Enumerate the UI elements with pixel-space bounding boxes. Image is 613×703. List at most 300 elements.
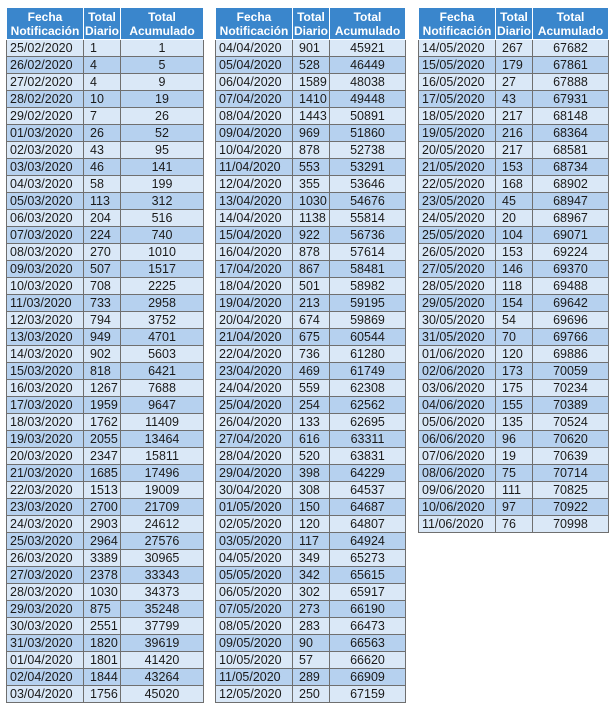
cell-total-diario: 342	[293, 567, 330, 584]
table-row	[419, 91, 609, 108]
cell-total-acumulado: 64687	[330, 499, 406, 516]
cell-total-acumulado: 740	[121, 227, 204, 244]
cell-total-diario: 1801	[84, 652, 121, 669]
cell-total-acumulado: 55814	[330, 210, 406, 227]
cell-fecha: 25/02/2020	[7, 40, 84, 57]
cell-total-acumulado: 65273	[330, 550, 406, 567]
cell-total-acumulado: 53291	[330, 159, 406, 176]
cell-fecha: 19/03/2020	[7, 431, 84, 448]
cell-fecha: 27/04/2020	[216, 431, 293, 448]
cell-fecha: 08/05/2020	[216, 618, 293, 635]
cell-fecha: 10/06/2020	[419, 499, 496, 516]
cell-total-acumulado: 64924	[330, 533, 406, 550]
cell-fecha: 02/06/2020	[419, 363, 496, 380]
cell-total-diario: 254	[293, 397, 330, 414]
table-row	[419, 40, 609, 57]
cell-total-acumulado: 69766	[533, 329, 609, 346]
cell-total-acumulado: 53646	[330, 176, 406, 193]
cell-total-diario: 45	[496, 193, 533, 210]
table-row	[216, 669, 406, 686]
cell-fecha: 26/05/2020	[419, 244, 496, 261]
cell-total-diario: 501	[293, 278, 330, 295]
cell-total-acumulado: 62308	[330, 380, 406, 397]
cell-fecha: 07/03/2020	[7, 227, 84, 244]
table-row	[419, 108, 609, 125]
cell-total-diario: 1685	[84, 465, 121, 482]
cell-fecha: 10/04/2020	[216, 142, 293, 159]
cell-fecha: 29/05/2020	[419, 295, 496, 312]
cell-total-acumulado: 9	[121, 74, 204, 91]
cell-total-acumulado: 43264	[121, 669, 204, 686]
table-row	[419, 346, 609, 363]
header-row	[216, 8, 406, 40]
cell-total-diario: 58	[84, 176, 121, 193]
cell-fecha: 24/03/2020	[7, 516, 84, 533]
cell-total-acumulado: 46449	[330, 57, 406, 74]
cell-fecha: 05/05/2020	[216, 567, 293, 584]
cell-total-diario: 818	[84, 363, 121, 380]
cell-total-diario: 1443	[293, 108, 330, 125]
cell-total-acumulado: 199	[121, 176, 204, 193]
cell-fecha: 16/04/2020	[216, 244, 293, 261]
table-row	[7, 618, 204, 635]
cell-fecha: 27/03/2020	[7, 567, 84, 584]
cell-total-diario: 1844	[84, 669, 121, 686]
table-row	[7, 74, 204, 91]
cell-fecha: 26/04/2020	[216, 414, 293, 431]
cell-total-diario: 1513	[84, 482, 121, 499]
table-row	[7, 329, 204, 346]
cell-total-acumulado: 69886	[533, 346, 609, 363]
table-row	[7, 516, 204, 533]
cell-fecha: 29/04/2020	[216, 465, 293, 482]
cell-fecha: 28/05/2020	[419, 278, 496, 295]
table-row	[7, 499, 204, 516]
cell-total-diario: 1589	[293, 74, 330, 91]
table-row	[419, 465, 609, 482]
cell-fecha: 09/05/2020	[216, 635, 293, 652]
cell-total-diario: 7	[84, 108, 121, 125]
cell-total-diario: 2964	[84, 533, 121, 550]
cell-total-acumulado: 70825	[533, 482, 609, 499]
table-row	[419, 57, 609, 74]
table-row	[216, 40, 406, 57]
cell-fecha: 14/04/2020	[216, 210, 293, 227]
cell-total-acumulado: 15811	[121, 448, 204, 465]
cell-fecha: 23/03/2020	[7, 499, 84, 516]
cell-fecha: 14/05/2020	[419, 40, 496, 57]
cell-total-acumulado: 69071	[533, 227, 609, 244]
cell-total-diario: 733	[84, 295, 121, 312]
cell-fecha: 13/04/2020	[216, 193, 293, 210]
cell-total-acumulado: 67888	[533, 74, 609, 91]
cell-fecha: 17/04/2020	[216, 261, 293, 278]
table-row	[216, 635, 406, 652]
cell-total-diario: 283	[293, 618, 330, 635]
cell-total-acumulado: 69488	[533, 278, 609, 295]
table-row	[419, 448, 609, 465]
cell-fecha: 02/05/2020	[216, 516, 293, 533]
table-row	[216, 584, 406, 601]
cell-total-diario: 76	[496, 516, 533, 533]
cell-total-acumulado: 65917	[330, 584, 406, 601]
table-row	[419, 414, 609, 431]
cell-fecha: 02/04/2020	[7, 669, 84, 686]
cell-total-acumulado: 45921	[330, 40, 406, 57]
cell-fecha: 30/05/2020	[419, 312, 496, 329]
table-row	[419, 125, 609, 142]
cell-total-acumulado: 9647	[121, 397, 204, 414]
table-row	[7, 210, 204, 227]
cell-total-diario: 270	[84, 244, 121, 261]
cell-fecha: 17/05/2020	[419, 91, 496, 108]
cell-total-diario: 70	[496, 329, 533, 346]
cell-total-acumulado: 70998	[533, 516, 609, 533]
header-total-diario: Total Diario	[84, 9, 119, 38]
data-table-1	[6, 7, 204, 703]
cell-total-acumulado: 69696	[533, 312, 609, 329]
cell-total-diario: 2551	[84, 618, 121, 635]
cell-total-diario: 1	[84, 40, 121, 57]
table-row	[419, 261, 609, 278]
cell-fecha: 25/04/2020	[216, 397, 293, 414]
cell-total-acumulado: 26	[121, 108, 204, 125]
cell-fecha: 22/04/2020	[216, 346, 293, 363]
cell-fecha: 10/03/2020	[7, 278, 84, 295]
table-row	[216, 261, 406, 278]
cell-total-acumulado: 70234	[533, 380, 609, 397]
table-row	[7, 57, 204, 74]
table-row	[7, 533, 204, 550]
cell-total-diario: 708	[84, 278, 121, 295]
cell-total-diario: 113	[84, 193, 121, 210]
cell-total-acumulado: 70389	[533, 397, 609, 414]
cell-total-acumulado: 66620	[330, 652, 406, 669]
cell-fecha: 29/02/2020	[7, 108, 84, 125]
cell-fecha: 03/03/2020	[7, 159, 84, 176]
cell-total-acumulado: 67159	[330, 686, 406, 703]
cell-total-diario: 104	[496, 227, 533, 244]
cell-total-diario: 355	[293, 176, 330, 193]
cell-fecha: 04/06/2020	[419, 397, 496, 414]
cell-total-acumulado: 68947	[533, 193, 609, 210]
cell-total-acumulado: 7688	[121, 380, 204, 397]
table-row	[419, 499, 609, 516]
table-row	[216, 567, 406, 584]
cell-total-acumulado: 17496	[121, 465, 204, 482]
cell-total-acumulado: 67931	[533, 91, 609, 108]
table-row	[419, 210, 609, 227]
table-row	[216, 601, 406, 618]
cell-fecha: 16/05/2020	[419, 74, 496, 91]
cell-fecha: 12/03/2020	[7, 312, 84, 329]
cell-total-acumulado: 95	[121, 142, 204, 159]
cell-fecha: 21/05/2020	[419, 159, 496, 176]
cell-fecha: 18/04/2020	[216, 278, 293, 295]
cell-total-acumulado: 68148	[533, 108, 609, 125]
table-row	[216, 380, 406, 397]
table-row	[216, 227, 406, 244]
cell-fecha: 06/03/2020	[7, 210, 84, 227]
table-row	[419, 278, 609, 295]
cell-fecha: 29/03/2020	[7, 601, 84, 618]
table-row	[216, 346, 406, 363]
cell-total-acumulado: 24612	[121, 516, 204, 533]
cell-fecha: 03/06/2020	[419, 380, 496, 397]
cell-fecha: 20/03/2020	[7, 448, 84, 465]
cell-fecha: 01/05/2020	[216, 499, 293, 516]
table-row	[216, 652, 406, 669]
table-row	[419, 482, 609, 499]
cell-total-diario: 922	[293, 227, 330, 244]
cell-total-acumulado: 5603	[121, 346, 204, 363]
cell-total-acumulado: 48038	[330, 74, 406, 91]
table-row	[216, 278, 406, 295]
table-row	[7, 159, 204, 176]
cell-total-diario: 867	[293, 261, 330, 278]
cell-total-acumulado: 11409	[121, 414, 204, 431]
table-row	[7, 652, 204, 669]
cell-total-diario: 146	[496, 261, 533, 278]
cell-total-diario: 43	[496, 91, 533, 108]
cell-fecha: 22/05/2020	[419, 176, 496, 193]
table-row	[216, 91, 406, 108]
table-row	[7, 176, 204, 193]
table-row	[7, 40, 204, 57]
cell-total-acumulado: 65615	[330, 567, 406, 584]
table-row	[419, 193, 609, 210]
cell-total-acumulado: 70524	[533, 414, 609, 431]
cell-total-acumulado: 516	[121, 210, 204, 227]
cell-fecha: 31/03/2020	[7, 635, 84, 652]
cell-total-diario: 308	[293, 482, 330, 499]
data-table-2	[215, 7, 406, 703]
cell-total-diario: 616	[293, 431, 330, 448]
table-row	[7, 380, 204, 397]
cell-total-diario: 1138	[293, 210, 330, 227]
table-row	[216, 550, 406, 567]
cell-fecha: 27/02/2020	[7, 74, 84, 91]
cell-total-diario: 204	[84, 210, 121, 227]
cell-fecha: 21/04/2020	[216, 329, 293, 346]
cell-fecha: 31/05/2020	[419, 329, 496, 346]
table-row	[216, 176, 406, 193]
cell-total-acumulado: 66909	[330, 669, 406, 686]
cell-total-diario: 117	[293, 533, 330, 550]
header-total-acumulado: Total Acumulado	[330, 8, 406, 40]
table-row	[216, 533, 406, 550]
cell-total-acumulado: 60544	[330, 329, 406, 346]
table-row	[7, 295, 204, 312]
cell-fecha: 19/05/2020	[419, 125, 496, 142]
cell-total-diario: 216	[496, 125, 533, 142]
cell-total-acumulado: 21709	[121, 499, 204, 516]
cell-total-acumulado: 39619	[121, 635, 204, 652]
cell-fecha: 01/06/2020	[419, 346, 496, 363]
cell-total-acumulado: 2225	[121, 278, 204, 295]
table-row	[216, 329, 406, 346]
cell-total-diario: 120	[293, 516, 330, 533]
cell-total-acumulado: 27576	[121, 533, 204, 550]
table-row	[7, 669, 204, 686]
cell-fecha: 10/05/2020	[216, 652, 293, 669]
cell-fecha: 13/03/2020	[7, 329, 84, 346]
cell-total-acumulado: 68734	[533, 159, 609, 176]
cell-total-acumulado: 66473	[330, 618, 406, 635]
cell-total-diario: 173	[496, 363, 533, 380]
cell-total-acumulado: 3752	[121, 312, 204, 329]
cell-fecha: 04/04/2020	[216, 40, 293, 57]
cell-total-acumulado: 41420	[121, 652, 204, 669]
table-row	[7, 312, 204, 329]
cell-fecha: 26/02/2020	[7, 57, 84, 74]
table-row	[419, 516, 609, 533]
cell-total-acumulado: 70639	[533, 448, 609, 465]
table-row	[7, 244, 204, 261]
header-total-diario: Total Diario	[496, 9, 531, 38]
cell-total-acumulado: 66190	[330, 601, 406, 618]
cell-fecha: 23/05/2020	[419, 193, 496, 210]
cell-total-diario: 2903	[84, 516, 121, 533]
table-row	[7, 431, 204, 448]
cell-total-acumulado: 61280	[330, 346, 406, 363]
table-row	[216, 193, 406, 210]
table-row	[216, 244, 406, 261]
table-row	[7, 363, 204, 380]
cell-fecha: 09/06/2020	[419, 482, 496, 499]
cell-total-acumulado: 49448	[330, 91, 406, 108]
table-row	[7, 635, 204, 652]
table-row	[216, 159, 406, 176]
cell-total-acumulado: 70922	[533, 499, 609, 516]
cell-total-diario: 155	[496, 397, 533, 414]
cell-fecha: 06/06/2020	[419, 431, 496, 448]
table-row	[7, 125, 204, 142]
cell-total-acumulado: 68902	[533, 176, 609, 193]
cell-fecha: 15/04/2020	[216, 227, 293, 244]
table-row	[216, 499, 406, 516]
cell-total-acumulado: 61749	[330, 363, 406, 380]
table-row	[419, 74, 609, 91]
cell-total-acumulado: 62695	[330, 414, 406, 431]
cell-total-diario: 2700	[84, 499, 121, 516]
cell-total-acumulado: 70620	[533, 431, 609, 448]
cell-total-diario: 349	[293, 550, 330, 567]
table-row	[216, 516, 406, 533]
table-row	[216, 108, 406, 125]
cell-total-diario: 54	[496, 312, 533, 329]
cell-total-diario: 57	[293, 652, 330, 669]
cell-total-diario: 90	[293, 635, 330, 652]
header-total-acumulado: Total Acumulado	[121, 8, 204, 40]
table-row	[216, 465, 406, 482]
cell-fecha: 18/03/2020	[7, 414, 84, 431]
cell-total-diario: 43	[84, 142, 121, 159]
table-row	[7, 91, 204, 108]
cell-total-diario: 217	[496, 142, 533, 159]
cell-total-acumulado: 68967	[533, 210, 609, 227]
cell-total-diario: 179	[496, 57, 533, 74]
cell-total-diario: 217	[496, 108, 533, 125]
table-row	[216, 431, 406, 448]
cell-total-diario: 1756	[84, 686, 121, 703]
cell-total-acumulado: 67861	[533, 57, 609, 74]
cell-total-diario: 1267	[84, 380, 121, 397]
cell-total-diario: 19	[496, 448, 533, 465]
table-row	[419, 295, 609, 312]
cell-fecha: 11/05/2020	[216, 669, 293, 686]
cell-fecha: 07/06/2020	[419, 448, 496, 465]
cell-total-acumulado: 70059	[533, 363, 609, 380]
cell-total-acumulado: 64229	[330, 465, 406, 482]
cell-total-diario: 969	[293, 125, 330, 142]
cell-total-acumulado: 66563	[330, 635, 406, 652]
cell-fecha: 20/04/2020	[216, 312, 293, 329]
table-row	[216, 363, 406, 380]
cell-fecha: 08/03/2020	[7, 244, 84, 261]
cell-total-acumulado: 45020	[121, 686, 204, 703]
table-row	[7, 482, 204, 499]
cell-total-acumulado: 63831	[330, 448, 406, 465]
cell-total-diario: 1030	[84, 584, 121, 601]
table-row	[7, 346, 204, 363]
cell-total-acumulado: 67682	[533, 40, 609, 57]
cell-total-acumulado: 4701	[121, 329, 204, 346]
cell-fecha: 30/03/2020	[7, 618, 84, 635]
cell-fecha: 03/04/2020	[7, 686, 84, 703]
table-row	[216, 125, 406, 142]
cell-total-diario: 949	[84, 329, 121, 346]
cell-total-acumulado: 5	[121, 57, 204, 74]
cell-fecha: 28/03/2020	[7, 584, 84, 601]
cell-total-acumulado: 59195	[330, 295, 406, 312]
cell-total-diario: 75	[496, 465, 533, 482]
cell-fecha: 15/05/2020	[419, 57, 496, 74]
cell-total-diario: 794	[84, 312, 121, 329]
cell-total-acumulado: 69370	[533, 261, 609, 278]
cell-fecha: 08/06/2020	[419, 465, 496, 482]
table-row	[7, 584, 204, 601]
cell-total-diario: 20	[496, 210, 533, 227]
cell-total-diario: 902	[84, 346, 121, 363]
cell-total-acumulado: 57614	[330, 244, 406, 261]
table-row	[216, 295, 406, 312]
cell-total-acumulado: 34373	[121, 584, 204, 601]
cell-total-diario: 469	[293, 363, 330, 380]
cell-total-diario: 154	[496, 295, 533, 312]
cell-fecha: 25/05/2020	[419, 227, 496, 244]
cell-total-diario: 675	[293, 329, 330, 346]
cell-fecha: 27/05/2020	[419, 261, 496, 278]
table-row	[419, 176, 609, 193]
table-row	[216, 312, 406, 329]
cell-fecha: 11/03/2020	[7, 295, 84, 312]
cell-total-diario: 1762	[84, 414, 121, 431]
table-row	[419, 431, 609, 448]
cell-total-diario: 520	[293, 448, 330, 465]
cell-total-diario: 2055	[84, 431, 121, 448]
table-row	[419, 380, 609, 397]
cell-fecha: 01/04/2020	[7, 652, 84, 669]
cell-total-diario: 96	[496, 431, 533, 448]
table-row	[419, 142, 609, 159]
cell-total-diario: 10	[84, 91, 121, 108]
cell-fecha: 16/03/2020	[7, 380, 84, 397]
cell-total-diario: 2378	[84, 567, 121, 584]
cell-total-diario: 118	[496, 278, 533, 295]
cell-fecha: 28/02/2020	[7, 91, 84, 108]
cell-total-acumulado: 2958	[121, 295, 204, 312]
